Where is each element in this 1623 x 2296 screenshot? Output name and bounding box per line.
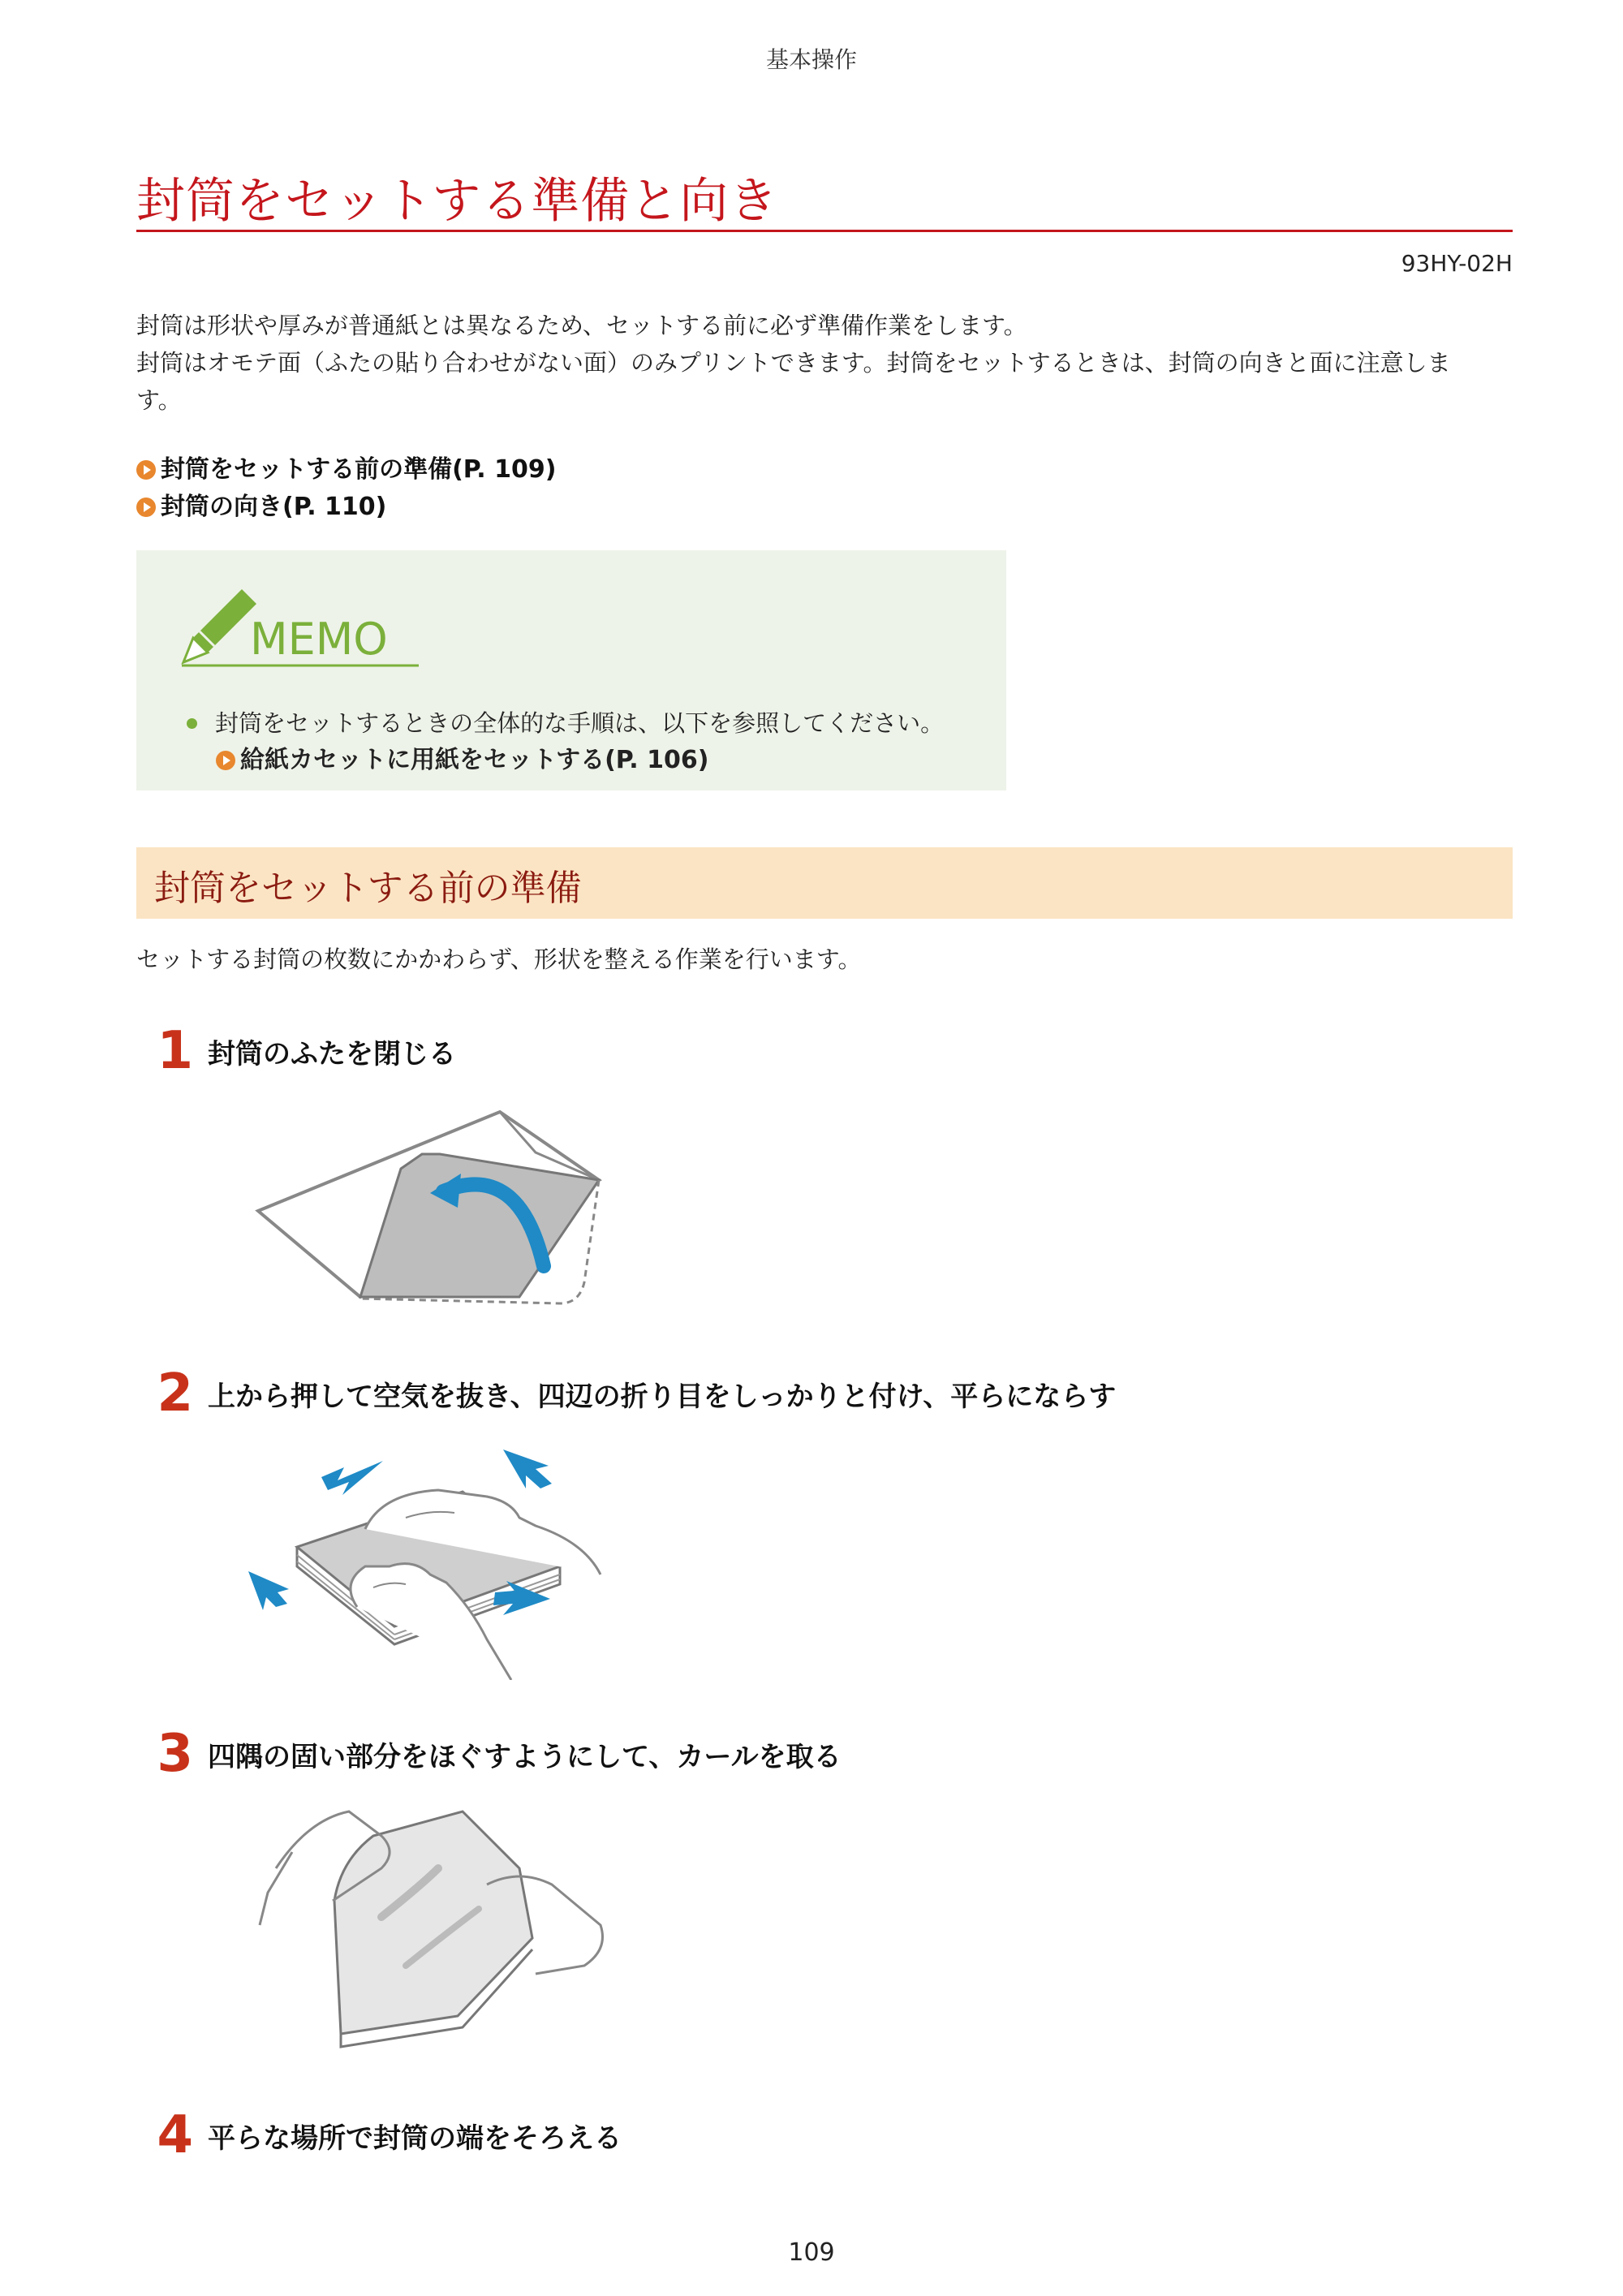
memo-bullet-text: 封筒をセットするときの全体的な手順は、以下を参照してください。: [215, 709, 945, 737]
memo-content: [187, 704, 944, 779]
step-4: [136, 2105, 622, 2165]
document-id: 93HY-02H: [1401, 250, 1513, 277]
step-text: 上から押して空気を抜き、四辺の折り目をしっかりと付け、平らにならす: [208, 1380, 1117, 1413]
link-label: 給紙カセットに用紙をセットする(P. 106): [240, 746, 709, 774]
link-cassette[interactable]: [216, 742, 944, 779]
step-number: 4: [157, 2105, 193, 2165]
link-arrow-icon: [136, 498, 156, 517]
bullet-dot-icon: [187, 718, 197, 729]
section-title: 封筒をセットする前の準備: [154, 868, 582, 909]
link-label: 封筒の向き(P. 110): [161, 493, 387, 521]
section-intro: セットする封筒の枚数にかかわらず、形状を整える作業を行います。: [136, 946, 862, 973]
title-underline: [136, 230, 1513, 232]
envelope-flap-illustration: [252, 1104, 609, 1315]
link-prep[interactable]: [136, 451, 556, 489]
step-number: 3: [157, 1724, 193, 1784]
step-text: 封筒のふたを閉じる: [208, 1037, 456, 1070]
step-number: 2: [157, 1363, 193, 1424]
memo-box: [136, 550, 1006, 790]
intro-line: 封筒はオモテ面（ふたの貼り合わせがない面）のみプリントできます。封筒をセットするときは、封筒の向きと面に注意しま: [136, 349, 1451, 377]
step-2: [136, 1363, 1116, 1424]
link-label: 封筒をセットする前の準備(P. 109): [161, 455, 557, 484]
memo-logo-text: MEMO: [250, 614, 388, 665]
memo-logo: [175, 581, 419, 670]
intro-text: [136, 307, 1516, 419]
flatten-envelopes-illustration: [243, 1445, 617, 1680]
step-text: 四隅の固い部分をほぐすようにして、カールを取る: [208, 1740, 842, 1773]
intro-line: 封筒は形状や厚みが普通紙とは異なるため、セットする前に必ず準備作業をします。: [136, 312, 1027, 339]
step-number: 1: [157, 1021, 193, 1081]
memo-bullet: [187, 704, 944, 742]
link-arrow-icon: [136, 460, 156, 480]
step-1: [136, 1021, 456, 1081]
link-orientation[interactable]: [136, 489, 556, 526]
page-number: 109: [788, 2238, 835, 2267]
link-arrow-icon: [216, 751, 235, 770]
intro-line: す。: [136, 386, 182, 414]
pencil-icon: [183, 589, 256, 662]
step-text: 平らな場所で封筒の端をそろえる: [208, 2122, 622, 2155]
page-title: 封筒をセットする準備と向き: [136, 173, 779, 230]
section-links: [136, 451, 556, 526]
running-header: 基本操作: [765, 46, 857, 73]
section-heading-band: [136, 847, 1513, 919]
uncurl-envelopes-illustration: [243, 1803, 617, 2055]
step-3: [136, 1724, 842, 1784]
